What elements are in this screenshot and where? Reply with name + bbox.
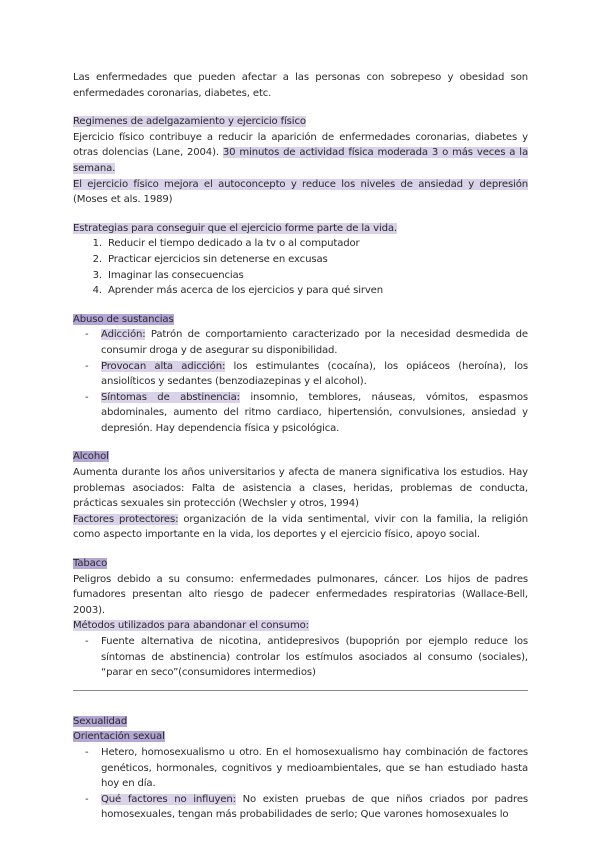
spacer xyxy=(73,701,528,714)
abuso-list xyxy=(73,327,528,436)
highlight: El ejercicio físico mejora el autoconcepto y reduce los niveles de ansiedad y depresión xyxy=(73,178,528,190)
estrategias-heading: Estrategias para conseguir que el ejercicio forme parte de la vida. xyxy=(73,222,397,234)
abuso-heading: Abuso de sustancias xyxy=(73,313,174,325)
alcohol-paragraph-2: Factores protectores: organización de la vida sentimental, vivir con la familia, la religión como aspecto importante en la vida, los deportes y el ejercicio físico, apoyo social. xyxy=(73,513,528,541)
list-item: 1. Reducir el tiempo dedicado a la tv o al computador xyxy=(105,236,528,252)
intro-paragraph: Las enfermedades que pueden afectar a las personas con sobrepeso y obesidad son enfermedades coronarias, diabetes, etc. xyxy=(73,72,528,99)
spacer xyxy=(73,208,528,221)
sexualidad-subheading: Orientación sexual xyxy=(73,731,165,743)
document-page xyxy=(73,70,528,823)
estrategias-list xyxy=(73,236,528,298)
alcohol-paragraph-1: Aumenta durante los años universitarios y afecta de manera significativa los estudios. Hay problemas asociados: Falta de asistencia a clases, heridas, problemas de conducta, prácticas sexuales sin protección (Wechsler y otros, 1994) xyxy=(73,467,528,510)
list-item: 2. Practicar ejercicios sin detenerse en excusas xyxy=(105,252,528,268)
regimenes-paragraph-1: Ejercicio físico contribuye a reducir la aparición de enfermedades coronarias, diabetes y otras dolencias (Lane, 2004). 30 minutos de actividad física moderada 3 o más veces a la semana. xyxy=(73,131,528,174)
list-item: - Hetero, homosexualismo u otro. En el homosexualismo hay combinación de factores genéticos, hormonales, cognitivos y medioambientales, que se han estudiado hasta hoy en día. xyxy=(73,745,528,792)
tabaco-subheading: Métodos utilizados para abandonar el consumo: xyxy=(73,620,309,632)
alcohol-heading: Alcohol xyxy=(73,451,109,463)
list-item: - Síntomas de abstinencia: insomnio, temblores, náuseas, vómitos, espasmos abdominales, aumento del ritmo cardiaco, hipertensión, convulsiones, ansiedad y depresión. Hay dependencia física y psicológica. xyxy=(73,390,528,437)
list-item: - Provocan alta adicción: los estimulantes (cocaína), los opiáceos (heroína), los ansiolíticos y sedantes (benzodiazepinas y el alcohol). xyxy=(73,359,528,390)
tabaco-heading: Tabaco xyxy=(73,558,108,570)
sexualidad-list xyxy=(73,745,528,823)
tabaco-list xyxy=(73,634,528,681)
spacer xyxy=(73,101,528,114)
spacer xyxy=(73,299,528,312)
spacer xyxy=(73,436,528,449)
highlight: 30 minutos de actividad física moderada 3 o más veces a la semana. xyxy=(73,147,528,174)
list-item: 4. Aprender más acerca de los ejercicios y para qué sirven xyxy=(105,283,528,299)
regimenes-paragraph-2: El ejercicio físico mejora el autoconcepto y reduce los niveles de ansiedad y depresión (Moses et als. 1989) xyxy=(73,178,528,206)
horizontal-divider xyxy=(73,690,528,691)
regimenes-heading: Regimenes de adelgazamiento y ejercicio físico xyxy=(73,116,306,128)
list-item: - Adicción: Patrón de comportamiento caracterizado por la necesidad desmedida de consumir droga y de asegurar su disponibilidad. xyxy=(73,327,528,358)
list-item: - Qué factores no influyen: No existen pruebas de que niños criados por padres homosexuales, tengan más probabilidades de serlo; Que varones homosexuales lo xyxy=(73,792,528,823)
sexualidad-heading: Sexualidad xyxy=(73,715,128,727)
tabaco-paragraph: Peligros debido a su consumo: enfermedades pulmonares, cáncer. Los hijos de padres fumadores presentan alto riesgo de padecer enfermedades respiratorias (Wallace-Bell, 2003). xyxy=(73,573,528,616)
list-item: - Fuente alternativa de nicotina, antidepresivos (bupoprión por ejemplo reduce los síntomas de abstinencia) controlar los estímulos asociados al consumo (sociales), “parar en seco”(consumidores intermedios) xyxy=(73,634,528,681)
spacer xyxy=(73,543,528,556)
list-item: 3. Imaginar las consecuencias xyxy=(105,268,528,284)
